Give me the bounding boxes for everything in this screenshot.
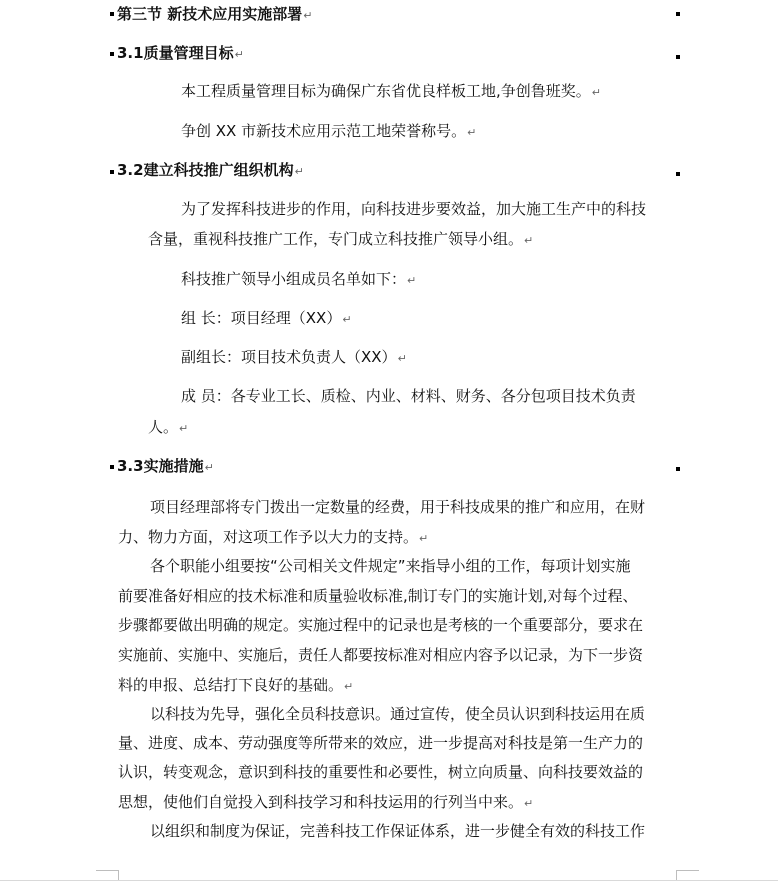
heading-bullet — [110, 52, 114, 56]
section-title: 第三节 新技术应用实施部署↵ — [117, 5, 313, 23]
page-bottom-edge — [0, 880, 778, 881]
paragraph-line: 以科技为先导，强化全员科技意识。通过宣传，使全员认识到科技运用在质 — [150, 705, 646, 723]
paragraph-line: 料的申报、总结打下良好的基础。↵ — [118, 676, 354, 694]
paragraph-mark: ↵ — [407, 274, 417, 287]
heading-bullet — [110, 465, 114, 469]
heading-3-2: 3.2建立科技推广组织机构↵ — [117, 161, 304, 179]
margin-mark — [676, 467, 680, 471]
paragraph-mark: ↵ — [179, 422, 189, 435]
paragraph-line: 步骤都要做出明确的规定。实施过程中的记录也是考核的一个重要部分，要求在 — [118, 616, 644, 634]
paragraph-line: 实施前、实施中、实施后，责任人都要按标准对相应内容予以记录，为下一步资 — [118, 646, 644, 664]
paragraph-mark: ↵ — [467, 126, 477, 139]
paragraph-mark: ↵ — [342, 313, 352, 326]
paragraph-mark: ↵ — [344, 680, 354, 693]
paragraph: 科技推广领导小组成员名单如下：↵ — [181, 270, 417, 288]
margin-mark — [676, 55, 680, 59]
paragraph-mark: ↵ — [524, 797, 534, 810]
heading-3-3: 3.3实施措施↵ — [117, 457, 214, 475]
paragraph-line: 思想，使他们自觉投入到科技学习和科技运用的行列当中来。↵ — [118, 793, 534, 811]
member-deputy: 副组长：项目技术负责人（XX）↵ — [181, 348, 407, 366]
member-leader: 组 长：项目经理（XX）↵ — [181, 309, 352, 327]
paragraph-mark: ↵ — [397, 352, 407, 365]
paragraph-line: 各个职能小组要按“公司相关文件规定”来指导小组的工作，每项计划实施 — [150, 557, 631, 575]
paragraph: 本工程质量管理目标为确保广东省优良样板工地,争创鲁班奖。↵ — [181, 82, 601, 100]
paragraph-mark: ↵ — [294, 165, 304, 178]
paragraph-mark: ↵ — [303, 9, 313, 22]
margin-mark — [676, 12, 680, 16]
paragraph-line: 含量，重视科技推广工作，专门成立科技推广领导小组。↵ — [148, 230, 534, 248]
heading-bullet — [110, 12, 114, 16]
margin-mark — [676, 172, 680, 176]
paragraph-line: 量、进度、成本、劳动强度等所带来的效应，进一步提高对科技是第一生产力的 — [118, 734, 644, 752]
paragraph-line: 为了发挥科技进步的作用，向科技进步要效益，加大施工生产中的科技 — [181, 200, 647, 218]
member-list-line: 成 员：各专业工长、质检、内业、材料、财务、各分包项目技术负责 — [181, 387, 636, 405]
paragraph-line: 力、物力方面，对这项工作予以大力的支持。↵ — [118, 528, 429, 546]
paragraph-line: 前要准备好相应的技术标准和质量验收标准,制订专门的实施计划,对每个过程、 — [118, 587, 638, 605]
paragraph-mark: ↵ — [234, 48, 244, 61]
paragraph-line: 认识，转变观念，意识到科技的重要性和必要性，树立向质量、向科技要效益的 — [118, 763, 644, 781]
heading-bullet — [110, 170, 114, 174]
paragraph-mark: ↵ — [591, 86, 601, 99]
paragraph: 争创 XX 市新技术应用示范工地荣誉称号。↵ — [181, 122, 477, 140]
paragraph-line: 以组织和制度为保证，完善科技工作保证体系，进一步健全有效的科技工作 — [150, 822, 646, 840]
member-list-line: 人。↵ — [148, 418, 189, 436]
paragraph-mark: ↵ — [204, 461, 214, 474]
paragraph-line: 项目经理部将专门拨出一定数量的经费，用于科技成果的推广和应用，在财 — [150, 498, 646, 516]
heading-3-1: 3.1质量管理目标↵ — [117, 44, 244, 62]
paragraph-mark: ↵ — [419, 532, 429, 545]
paragraph-mark: ↵ — [524, 234, 534, 247]
